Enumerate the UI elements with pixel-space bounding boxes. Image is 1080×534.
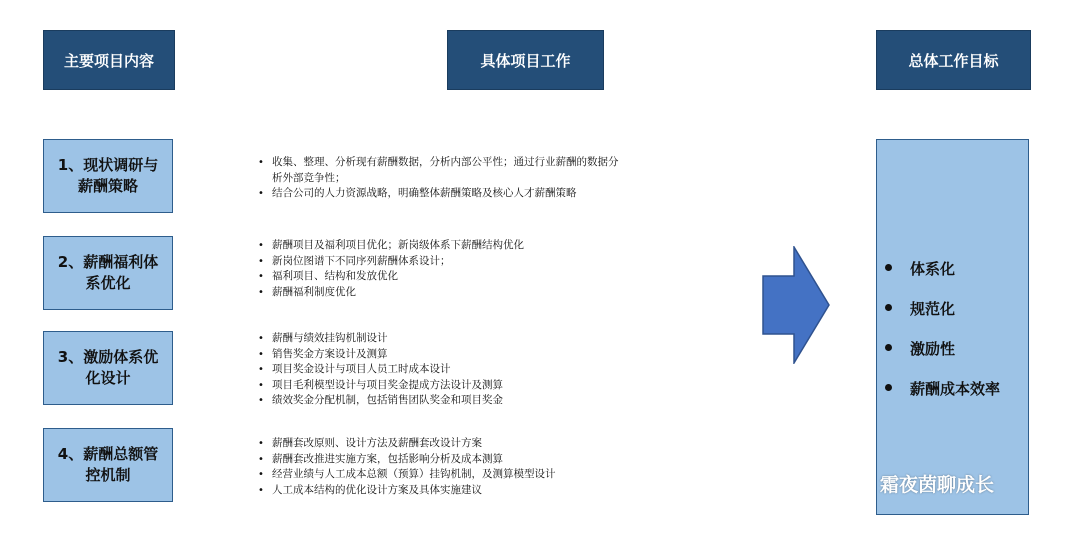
bullet-dot-icon — [885, 264, 892, 271]
step-box-4 — [43, 428, 173, 502]
step-4-title-line: 控机制 — [85, 466, 131, 484]
step-1-title-line: 1、现状调研与 — [57, 156, 159, 174]
goal-item — [885, 298, 955, 319]
step-3-title-line: 3、激励体系优 — [57, 348, 159, 366]
bullet-item: • 薪酬套改原则、设计方法及薪酬套改设计方案 — [258, 436, 738, 452]
bullet-item: • 项目毛利模型设计与项目奖金提成方法设计及测算 — [258, 378, 738, 394]
bullet-item: • 收集、整理、分析现有薪酬数据，分析内部公平性；通过行业薪酬的数据分 — [258, 155, 738, 171]
bullet-item: • 项目奖金设计与项目人员工时成本设计 — [258, 362, 738, 378]
step-box-2 — [43, 236, 173, 310]
step-3-title-line: 化设计 — [85, 369, 131, 387]
bullet-item: • 结合公司的人力资源战略，明确整体薪酬策略及核心人才薪酬策略 — [258, 186, 738, 202]
bullet-dot-icon — [885, 304, 892, 311]
step-1-title-line: 薪酬策略 — [77, 177, 138, 195]
bullet-item: • 经营业绩与人工成本总额（预算）挂钩机制，及测算模型设计 — [258, 467, 738, 483]
goal-item — [885, 258, 955, 279]
goal-item — [885, 378, 1000, 399]
right-arrow-icon — [762, 246, 830, 364]
bullet-dot-icon — [885, 384, 892, 391]
bullet-dot-icon — [885, 344, 892, 351]
bullet-item: • 销售奖金方案设计及测算 — [258, 347, 738, 363]
step-2-title-line: 2、薪酬福利体 — [57, 253, 159, 271]
goal-label: 体系化 — [910, 260, 956, 278]
header-main-content: 主要项目内容 — [43, 30, 175, 90]
step-box-1 — [43, 139, 173, 213]
watermark-text: 霜夜茵聊成长 — [880, 474, 995, 496]
goal-label: 激励性 — [910, 340, 956, 358]
goal-label: 规范化 — [910, 300, 956, 318]
step-4-bullet-list — [258, 436, 738, 498]
step-box-3 — [43, 331, 173, 405]
bullet-item: • 人工成本结构的优化设计方案及具体实施建议 — [258, 483, 738, 499]
step-2-bullet-list — [258, 238, 738, 300]
header-overall-goal: 总体工作目标 — [876, 30, 1031, 90]
bullet-item: • 绩效奖金分配机制，包括销售团队奖金和项目奖金 — [258, 393, 738, 409]
bullet-item: • 薪酬项目及福利项目优化；新岗级体系下薪酬结构优化 — [258, 238, 738, 254]
goal-label: 薪酬成本效率 — [910, 380, 1001, 398]
step-2-title-line: 系优化 — [85, 274, 131, 292]
bullet-item: • 薪酬套改推进实施方案，包括影响分析及成本测算 — [258, 452, 738, 468]
step-4-title-line: 4、薪酬总额管 — [57, 445, 159, 463]
bullet-item: • 福利项目、结构和发放优化 — [258, 269, 738, 285]
bullet-item: • 薪酬与绩效挂钩机制设计 — [258, 331, 738, 347]
watermark — [840, 470, 994, 497]
bullet-item: • 薪酬福利制度优化 — [258, 285, 738, 301]
bullet-item: • 新岗位图谱下不同序列薪酬体系设计； — [258, 254, 738, 270]
wechat-icon — [840, 471, 872, 497]
step-1-bullet-list — [258, 155, 738, 202]
bullet-item-continuation: 析外部竞争性； — [272, 171, 346, 184]
step-3-bullet-list — [258, 331, 738, 409]
goal-box — [876, 139, 1029, 515]
goal-item — [885, 338, 955, 359]
header-specific-work: 具体项目工作 — [447, 30, 604, 90]
